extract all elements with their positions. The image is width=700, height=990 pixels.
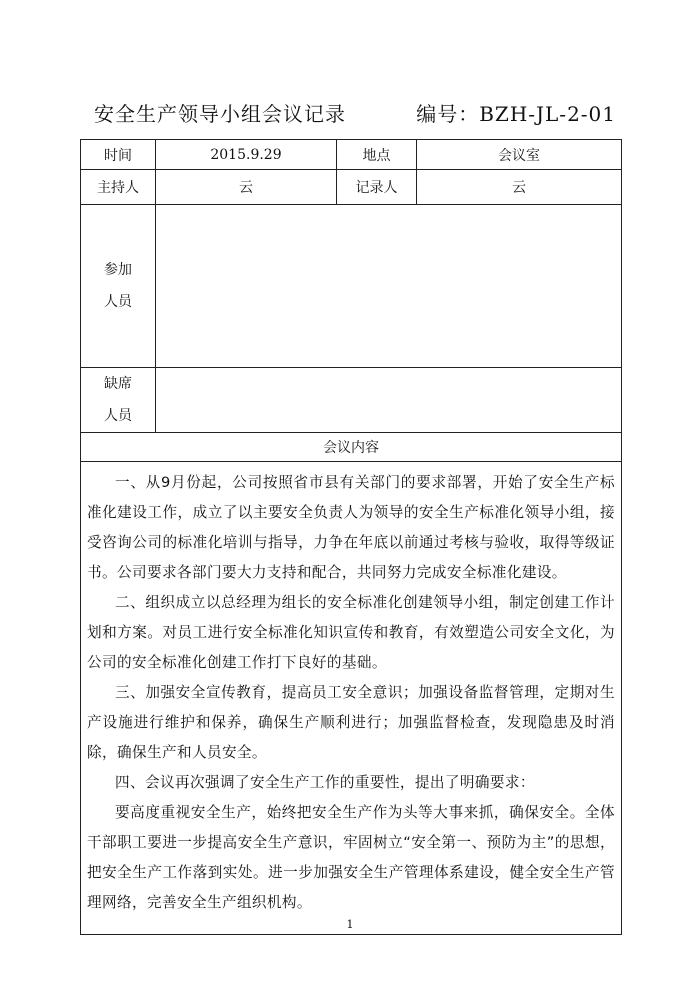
document-number-code: BZH-JL-2-01 xyxy=(479,102,616,126)
host-value: 云 xyxy=(156,170,337,205)
recorder-value: 云 xyxy=(417,170,622,205)
table-row-time-place xyxy=(81,140,622,170)
meeting-record-table xyxy=(80,139,622,935)
content-paragraph-2: 二、组织成立以总经理为组长的安全标准化创建领导小组，制定创建工作计划和方案。对员工进行安全标准化知识宣传和教育，有效塑造公司安全文化，为公司的安全标准化创建工作打下良好的基础。 xyxy=(87,594,615,671)
absent-value xyxy=(156,368,622,433)
place-label: 地点 xyxy=(337,140,417,170)
document-title: 安全生产领导小组会议记录 xyxy=(94,102,346,126)
page-number: 1 xyxy=(346,918,354,931)
table-row-absent xyxy=(81,368,622,433)
document-header xyxy=(82,98,618,132)
table-row-attendees xyxy=(81,205,622,368)
attendees-value xyxy=(156,205,622,368)
recorder-label: 记录人 xyxy=(337,170,417,205)
document-number xyxy=(416,98,616,127)
table-row-content xyxy=(81,462,622,935)
time-value: 2015.9.29 xyxy=(156,140,337,170)
host-label: 主持人 xyxy=(81,170,156,205)
absent-label-line-2: 人员 xyxy=(104,408,132,424)
content-paragraph-3: 三、加强安全宣传教育，提高员工安全意识；加强设备监督管理，定期对生产设施进行维护和保养，确保生产顺利进行；加强监督检查，发现隐患及时消除，确保生产和人员安全。 xyxy=(87,684,615,761)
attendees-label xyxy=(81,205,156,368)
table-row-content-header xyxy=(81,433,622,462)
time-label: 时间 xyxy=(81,140,156,170)
content-paragraph-4: 四、会议再次强调了安全生产工作的重要性，提出了明确要求： xyxy=(115,774,535,791)
content-paragraph-5: 要高度重视安全生产，始终把安全生产作为头等大事来抓，确保安全。全体干部职工要进一步提高安全生产意识，牢固树立“安全第一、预防为主”的思想，把安全生产工作落到实处。进一步加强安全生产管理体系建设，健全安全生产管理网络，完善安全生产组织机构。 xyxy=(87,804,615,911)
place-value: 会议室 xyxy=(417,140,622,170)
content-paragraph-1: 一、从9月份起，公司按照省市县有关部门的要求部署，开始了安全生产标准化建设工作，成立了以主要安全负责人为领导的安全生产标准化领导小组，接受咨询公司的标准化培训与指导，力争在年底以前通过考核与验收，取得等级证书。公司要求各部门要大力支持和配合，共同努力完成安全标准化建设。 xyxy=(87,474,615,581)
absent-label-line-1: 缺席 xyxy=(104,376,132,392)
attendees-label-line-1: 参加 xyxy=(104,262,132,278)
absent-label xyxy=(81,368,156,433)
document-number-label: 编号： xyxy=(416,102,480,126)
meeting-content xyxy=(81,462,622,935)
table-row-host-recorder xyxy=(81,170,622,205)
content-header: 会议内容 xyxy=(81,433,622,462)
attendees-label-line-2: 人员 xyxy=(104,294,132,310)
